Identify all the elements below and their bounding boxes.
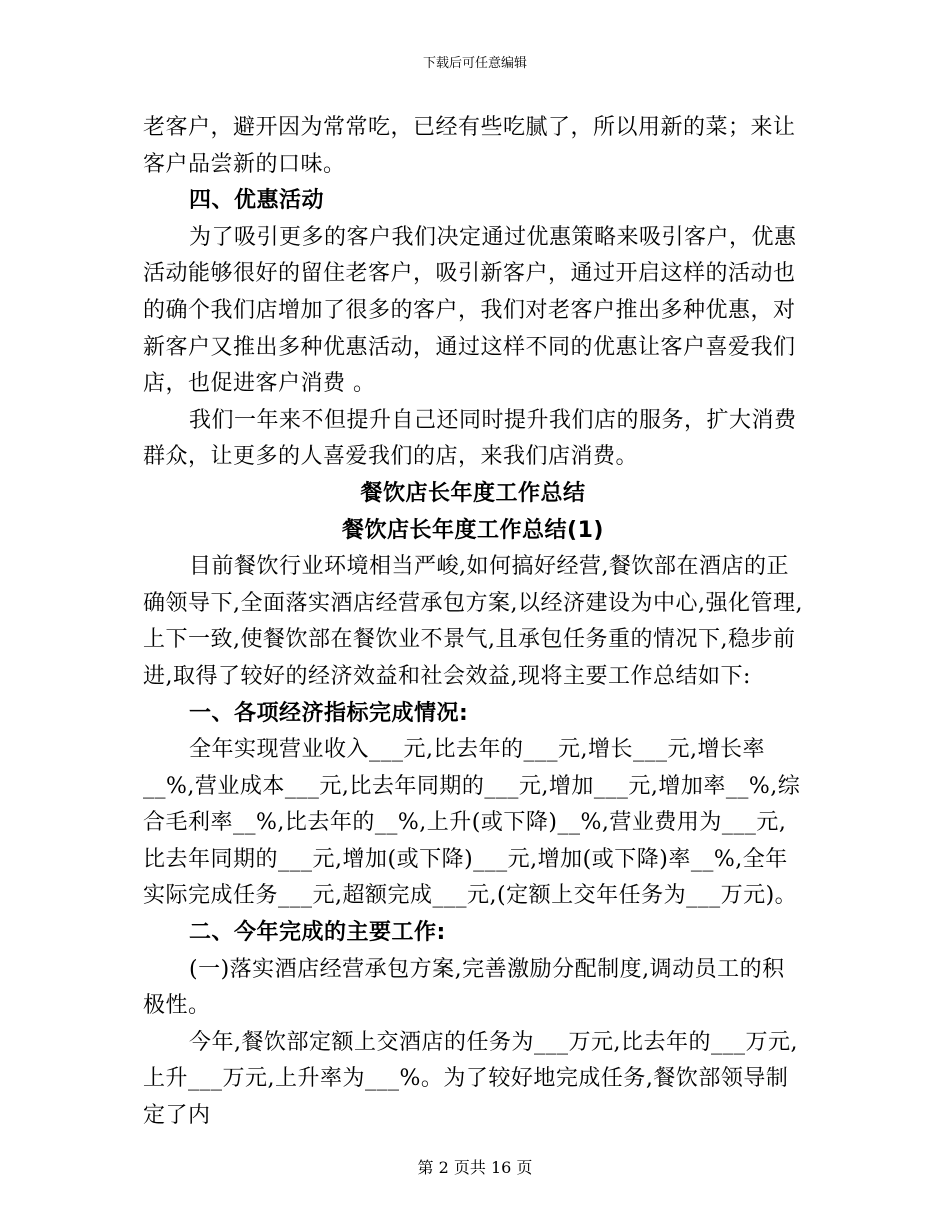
paragraph: 今年,餐饮部定额上交酒店的任务为___万元,比去年的___万元,上升___万元,上升率为___%。为了较好地完成任务,餐饮部领导制定了内 bbox=[143, 1029, 798, 1129]
section-heading: 一、各项经济指标完成情况: bbox=[189, 700, 469, 726]
paragraph: 老客户，避开因为常常吃，已经有些吃腻了，所以用新的菜；来让客户品尝新的口味。 bbox=[143, 115, 796, 177]
document-title: 餐饮店长年度工作总结 bbox=[360, 480, 586, 506]
paragraph: 为了吸引更多的客户我们决定通过优惠策略来吸引客户，优惠活动能够很好的留住老客户，吸引新客户，通过开启这样的活动也的确个我们店增加了很多的客户，我们对老客户推出多种优惠，对新客户又推出多种优惠活动，通过这样不同的优惠让客户喜爱我们店，也促进客户消费 。 bbox=[143, 224, 797, 397]
document-body bbox=[143, 110, 803, 1135]
page-header: 下载后可任意编辑 bbox=[422, 56, 527, 71]
paragraph: 目前餐饮行业环境相当严峻,如何搞好经营,餐饮部在酒店的正确领导下,全面落实酒店经营承包方案,以经济建设为中心,强化管理,上下一致,使餐饮部在餐饮业不景气,且承包任务重的情况下,稳步前进,取得了较好的经济效益和社会效益,现将主要工作总结如下: bbox=[143, 554, 803, 689]
document-subtitle: 餐饮店长年度工作总结(1) bbox=[342, 517, 604, 543]
paragraph: (一)落实酒店经营承包方案,完善激励分配制度,调动员工的积极性。 bbox=[143, 956, 785, 1019]
paragraph: 我们一年来不但提升自己还同时提升我们店的服务，扩大消费群众，让更多的人喜爱我们的店，来我们店消费。 bbox=[143, 407, 797, 470]
section-heading: 二、今年完成的主要工作: bbox=[189, 920, 446, 946]
paragraph: 全年实现营业收入___元,比去年的___元,增长___元,增长率__%,营业成本___元,比去年同期的___元,增加___元,增加率__%,综合毛利率__%,比去年的__%,上升(或下降)__%,营业费用为___元,比去年同期的___元,增加(或下降)___元,增加(或下降)率__%,全年实际完成任务___元,超额完成___元,(定额上交年任务为___万元)。 bbox=[143, 737, 801, 909]
section-heading: 四、优惠活动 bbox=[189, 188, 325, 214]
page-footer: 第 2 页共 16 页 bbox=[417, 1158, 533, 1177]
